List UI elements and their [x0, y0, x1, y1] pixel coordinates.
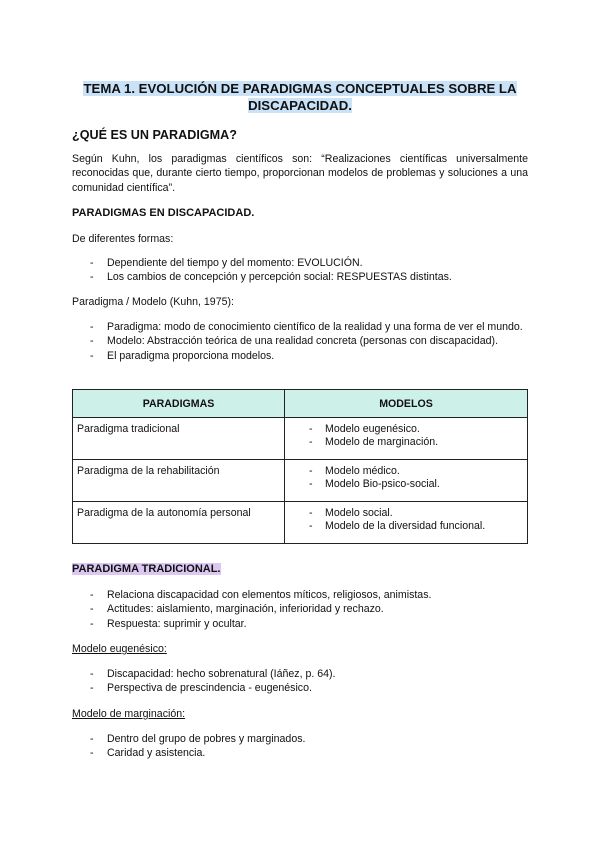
heading-eugenic-model: Modelo eugenésico: [72, 643, 167, 655]
model-item: - Modelo social. [289, 507, 523, 520]
table-row [73, 460, 528, 502]
list-marginalization-model [72, 732, 528, 761]
heading-paradigms-disability: PARADIGMAS EN DISCAPACIDAD. [72, 207, 255, 219]
models-cell [285, 502, 528, 544]
list-item: - Caridad y asistencia. [72, 746, 528, 760]
model-item: - Modelo de la diversidad funcional. [289, 520, 523, 533]
model-item: - Modelo médico. [289, 465, 523, 478]
list-item: - El paradigma proporciona modelos. [72, 349, 528, 363]
models-cell [285, 460, 528, 502]
model-item: - Modelo Bio-psico-social. [289, 478, 523, 491]
paradigm-cell: Paradigma tradicional [73, 418, 285, 460]
list-item: - Relaciona discapacidad con elementos míticos, religiosos, animistas. [72, 588, 528, 602]
list-item: - Dependiente del tiempo y del momento: EVOLUCIÓN. [72, 256, 528, 270]
document-title [72, 80, 528, 114]
title-line-1: TEMA 1. EVOLUCIÓN DE PARADIGMAS CONCEPTUALES SOBRE LA [83, 81, 517, 96]
heading-traditional-paradigm [72, 563, 221, 575]
title-line-2: DISCAPACIDAD. [248, 98, 352, 113]
heading-what-is-paradigm: ¿QUÉ ES UN PARADIGMA? [72, 128, 237, 142]
models-cell [285, 418, 528, 460]
heading-marginalization-model: Modelo de marginación: [72, 708, 186, 720]
list-item: - Actitudes: aislamiento, marginación, inferioridad y rechazo. [72, 602, 528, 616]
paradigm-definition-paragraph: Según Kuhn, los paradigmas científicos son: “Realizaciones científicas universalmente reconocidas que, durante cierto tiempo, proporcionan modelos de problemas y soluciones a una comunidad científica”. [72, 153, 528, 194]
header-models: MODELOS [285, 390, 528, 418]
table-row [73, 502, 528, 544]
model-item: - Modelo eugenésico. [289, 423, 523, 436]
list-item: - Perspectiva de prescindencia - eugenésico. [72, 681, 528, 695]
paradigms-models-table [72, 389, 528, 544]
model-item: - Modelo de marginación. [289, 436, 523, 449]
list-item: - Modelo: Abstracción teórica de una realidad concreta (personas con discapacidad). [72, 334, 528, 348]
header-paradigms: PARADIGMAS [73, 390, 285, 418]
list-item: - Los cambios de concepción y percepción social: RESPUESTAS distintas. [72, 270, 528, 284]
list-eugenic-model [72, 667, 528, 696]
list-item: - Discapacidad: hecho sobrenatural (Iáñez, p. 64). [72, 667, 528, 681]
paradigm-cell: Paradigma de la autonomía personal [73, 502, 285, 544]
list-paradigm-model [72, 320, 528, 363]
intro-different-forms: De diferentes formas: [72, 233, 174, 245]
table-row [73, 418, 528, 460]
table-header-row [73, 390, 528, 418]
intro-paradigm-model: Paradigma / Modelo (Kuhn, 1975): [72, 296, 234, 308]
list-traditional-paradigm [72, 588, 528, 631]
list-item: - Paradigma: modo de conocimiento científico de la realidad y una forma de ver el mundo. [72, 320, 528, 334]
traditional-paradigm-label: PARADIGMA TRADICIONAL. [72, 563, 221, 575]
list-different-forms [72, 256, 528, 285]
list-item: - Respuesta: suprimir y ocultar. [72, 617, 528, 631]
list-item: - Dentro del grupo de pobres y marginados. [72, 732, 528, 746]
paradigm-cell: Paradigma de la rehabilitación [73, 460, 285, 502]
